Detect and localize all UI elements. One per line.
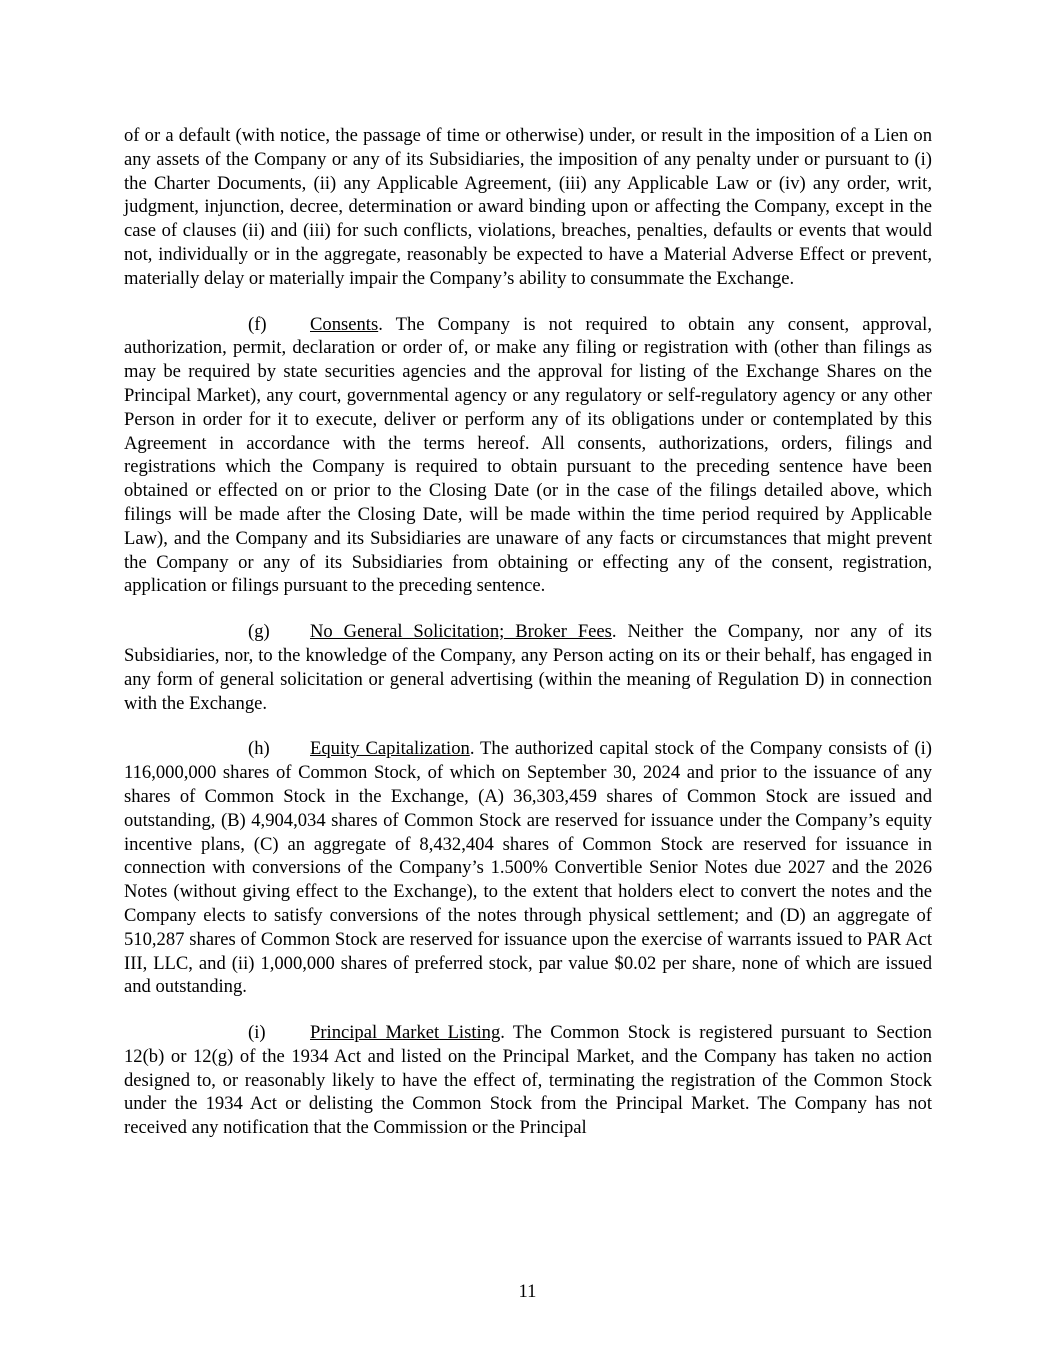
- section-no-general-solicitation: [124, 620, 932, 715]
- section-body: . The Common Stock is registered pursuant to Section 12(b) or 12(g) of the 1934 Act and listed on the Principal Market, and the Company has taken no action designed to, or reasonably likely to have the effect of, terminating the registration of the Common Stock under the 1934 Act or delisting the Common Stock from the Principal Market. The Company has not received any notification that the Commission or the Principal: [124, 1022, 932, 1139]
- section-label: (i): [248, 1022, 266, 1044]
- section-heading: Principal Market Listing: [310, 1022, 501, 1044]
- section-heading: Equity Capitalization: [310, 738, 470, 760]
- section-principal-market-listing: [124, 1021, 932, 1140]
- section-equity-capitalization: [124, 737, 932, 999]
- section-consents: [124, 313, 932, 599]
- section-body: . The authorized capital stock of the Company consists of (i) 116,000,000 shares of Common Stock, of which on September 30, 2024 and prior to the issuance of any shares of Common Stock in the Exchange, (A) 36,303,459 shares of Common Stock are issued and outstanding, (B) 4,904,034 shares of Common Stock are reserved for issuance under the Company’s equity incentive plans, (C) an aggregate of 8,432,404 shares of Common Stock are reserved for issuance in connection with conversions of the Company’s 1.500% Convertible Senior Notes due 2027 and the 2026 Notes (without giving effect to the Exchange), to the extent that holders elect to convert the notes and the Company elects to satisfy conversions of the notes through physical settlement; and (D) an aggregate of 510,287 shares of Common Stock are reserved for issuance upon the exercise of warrants issued to PAR Act III, LLC, and (ii) 1,000,000 shares of preferred stock, par value $0.02 per share, none of which are issued and outstanding.: [124, 738, 932, 998]
- document-page: [124, 124, 932, 1162]
- section-label: (h): [248, 738, 270, 760]
- section-body: . The Company is not required to obtain any consent, approval, authorization, permit, declaration or order of, or make any filing or registration with (other than filings as may be required by state securities agencies and the approval for listing of the Exchange Shares on the Principal Market), any court, governmental agency or any regulatory or self-regulatory agency or any other Person in order for it to execute, deliver or perform any of its obligations under or contemplated by this Agreement in accordance with the terms hereof. All consents, authorizations, orders, filings and registrations which the Company is required to obtain pursuant to the preceding sentence have been obtained or effected on or prior to the Closing Date (or in the case of the filings detailed above, which filings will be made after the Closing Date, will be made within the time period required by Applicable Law), and the Company and its Subsidiaries are unaware of any facts or circumstances that might prevent the Company or any of its Subsidiaries from obtaining or effecting any of the consent, registration, application or filings pursuant to the preceding sentence.: [124, 313, 932, 597]
- continuation-paragraph: of or a default (with notice, the passage of time or otherwise) under, or result in the imposition of a Lien on any assets of the Company or any of its Subsidiaries, the imposition of any penalty under or pursuant to (i) the Charter Documents, (ii) any Applicable Agreement, (iii) any Applicable Law or (iv) any order, writ, judgment, injunction, decree, determination or award binding upon or affecting the Company, except in the case of clauses (ii) and (iii) for such conflicts, violations, breaches, penalties, defaults or events that would not, individually or in the aggregate, reasonably be expected to have a Material Adverse Effect or prevent, materially delay or materially impair the Company’s ability to consummate the Exchange.: [124, 125, 932, 289]
- page-number: 11: [518, 1281, 537, 1302]
- section-heading: Consents: [310, 313, 379, 335]
- section-label: (g): [248, 621, 270, 643]
- section-heading: No General Solicitation; Broker Fees: [310, 621, 612, 643]
- section-body: . Neither the Company, nor any of its Subsidiaries, nor, to the knowledge of the Company, any Person acting on its or their behalf, has engaged in any form of general solicitation or general advertising (within the meaning of Regulation D) in connection with the Exchange.: [124, 621, 933, 714]
- section-label: (f): [248, 313, 267, 335]
